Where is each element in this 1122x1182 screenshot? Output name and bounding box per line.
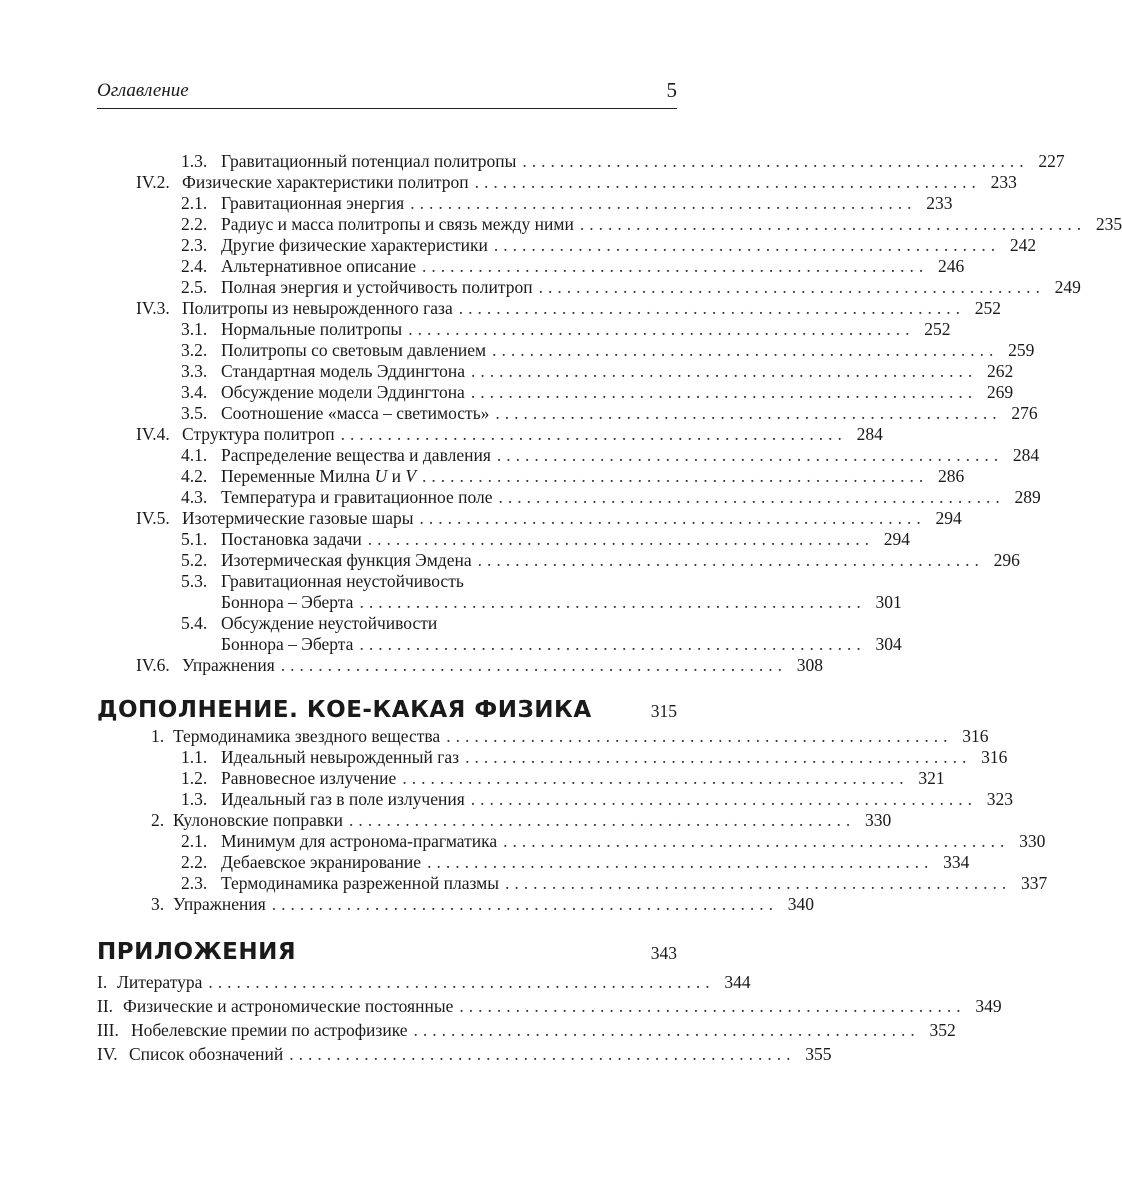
toc-entry[interactable] — [0, 1044, 832, 1065]
toc-section-heading[interactable] — [0, 939, 677, 972]
dot-leader: ...................................................... — [427, 852, 934, 872]
toc-entry[interactable] — [0, 508, 962, 529]
toc-entry-title: Обсуждение неустойчивости — [221, 613, 438, 633]
toc-entry-number: IV.2. — [136, 172, 170, 192]
toc-entry-number: II. — [97, 996, 114, 1016]
toc-entry-page: 340 — [787, 894, 814, 914]
toc-entry-title: Изотермические газовые шары — [182, 508, 414, 528]
dot-leader: ...................................................... — [495, 403, 1002, 423]
toc-entry[interactable] — [0, 894, 814, 915]
toc-entry-number: 3.4. — [181, 382, 208, 402]
toc-entry[interactable] — [0, 789, 1014, 810]
toc-entry-page: 308 — [796, 655, 823, 675]
dot-leader: ...................................................... — [359, 634, 866, 654]
toc-entry-title: Полная энергия и устойчивость политроп — [221, 277, 533, 297]
toc-entry-page: 284 — [856, 424, 883, 444]
toc-entry-number: 3. — [151, 894, 165, 914]
toc-entry-number: 1. — [151, 726, 165, 746]
toc-entry-title: Идеальный газ в поле излучения — [221, 789, 465, 809]
toc-entry-page: 316 — [981, 747, 1008, 767]
dot-leader: ...................................................... — [465, 747, 972, 767]
toc-entry-number: 2.3. — [181, 235, 208, 255]
toc-entry[interactable] — [0, 172, 1017, 193]
toc-entry-title: Боннора – Эберта — [221, 634, 354, 654]
toc-entry-page: 233 — [926, 193, 953, 213]
toc-entry-page: 334 — [943, 852, 970, 872]
toc-entry-page: 355 — [805, 1044, 832, 1064]
toc-entry-number: 5.4. — [181, 613, 208, 633]
dot-leader: ...................................................... — [471, 361, 978, 381]
toc-entry-title: Гравитационная энергия — [221, 193, 405, 213]
toc-entry-page: 262 — [987, 361, 1014, 381]
dot-leader: ...................................................... — [470, 789, 978, 809]
toc-entry-number: 3.5. — [181, 403, 208, 423]
toc-entry[interactable] — [0, 151, 1065, 172]
toc-entry-title: Идеальный невырожденный газ — [221, 747, 460, 767]
toc-entry[interactable] — [0, 996, 1002, 1017]
dot-leader: ...................................................... — [289, 1044, 796, 1064]
toc-entry-page: 330 — [1019, 831, 1046, 851]
dot-leader: ...................................................... — [474, 172, 981, 192]
page-header — [97, 78, 677, 109]
dot-leader: ...................................................... — [498, 487, 1005, 507]
toc-entry-number: 3.3. — [181, 361, 208, 381]
toc-entry[interactable] — [0, 529, 911, 550]
toc-entry[interactable] — [0, 319, 951, 340]
toc-entry[interactable] — [0, 382, 1014, 403]
dot-leader: ...................................................... — [503, 831, 1010, 851]
toc-entry-title: Радиус и масса политропы и связь между ними — [221, 214, 574, 234]
toc-entry[interactable] — [0, 634, 902, 655]
toc-entry-title: Гравитационный потенциал политропы — [221, 151, 517, 171]
toc-entry-number: 2.2. — [181, 852, 208, 872]
dot-leader: ...................................................... — [504, 873, 1012, 893]
dot-leader: ...................................................... — [340, 424, 847, 444]
page-number: 5 — [666, 78, 677, 102]
dot-leader: ...................................................... — [459, 996, 966, 1016]
toc-entry[interactable] — [0, 873, 1048, 894]
toc-entry-page: 315 — [650, 701, 677, 721]
toc-entry-title: Гравитационная неустойчивость — [221, 571, 464, 591]
toc-entry-title: Упражнения — [182, 655, 275, 675]
dot-leader: ...................................................... — [402, 768, 909, 788]
toc-entry[interactable] — [0, 340, 1035, 361]
toc-entry-number: 2.5. — [181, 277, 208, 297]
dot-leader: ...................................................... — [208, 972, 715, 992]
toc-entry[interactable] — [0, 571, 677, 592]
toc-entry-title: Физические и астрономические постоянные — [123, 996, 454, 1016]
dot-leader: ...................................................... — [492, 340, 999, 360]
toc-entry[interactable] — [0, 193, 953, 214]
dot-leader: ...................................................... — [496, 445, 1004, 465]
toc-entry-number: IV. — [97, 1044, 118, 1064]
toc-entry-page: 294 — [883, 529, 911, 549]
toc-entry[interactable] — [0, 403, 1038, 424]
toc-entry-number: 5.3. — [181, 571, 208, 591]
toc-entry-number: 4.3. — [181, 487, 208, 507]
toc-entry-number: 1.2. — [181, 768, 208, 788]
toc-entry-title: Минимум для астронома-прагматика — [221, 831, 498, 851]
dot-leader: ...................................................... — [538, 277, 1045, 297]
toc-entry[interactable] — [0, 972, 751, 993]
dot-leader: ...................................................... — [413, 1020, 920, 1040]
dot-leader: ...................................................... — [493, 235, 1001, 255]
dot-leader: ...................................................... — [410, 193, 917, 213]
dot-leader: ...................................................... — [280, 655, 787, 675]
dot-leader: ...................................................... — [422, 256, 929, 276]
toc-entry-number: IV.3. — [136, 298, 170, 318]
running-head-title: Оглавление — [97, 80, 189, 101]
toc-entry-title: Литература — [117, 972, 203, 992]
toc-entry-title: Упражнения — [173, 894, 266, 914]
toc-entry-title: Соотношение «масса – светимость» — [221, 403, 490, 423]
toc-entry-title: Постановка задачи — [221, 529, 362, 549]
toc-entry-number: IV.5. — [136, 508, 170, 528]
toc-entry-number: 5.1. — [181, 529, 208, 549]
toc-entry[interactable] — [0, 235, 1037, 256]
dot-leader: ...................................................... — [367, 529, 875, 549]
dot-leader: ...................................................... — [470, 382, 978, 402]
toc-entry[interactable] — [0, 768, 945, 789]
toc-entry-page: 294 — [935, 508, 962, 528]
toc-entry-page: 301 — [875, 592, 902, 612]
toc-entry-title: Стандартная модель Эддингтона — [221, 361, 466, 381]
toc-entry[interactable] — [0, 361, 1014, 382]
toc-entry-number: 1.3. — [181, 151, 208, 171]
toc-entry-page: 349 — [975, 996, 1002, 1016]
toc-entry[interactable] — [0, 550, 1020, 571]
toc-entry-page: 284 — [1012, 445, 1040, 465]
toc-entry-title: Список обозначений — [129, 1044, 284, 1064]
toc-entry-number: III. — [97, 1020, 119, 1040]
toc-entry-title: Дебаевское экранирование — [221, 852, 422, 872]
toc-entry[interactable] — [0, 1020, 956, 1041]
toc-entry-title: Кулоновские поправки — [173, 810, 344, 830]
toc-entry-page: 289 — [1014, 487, 1041, 507]
toc-entry-page: 246 — [938, 256, 965, 276]
toc-entry-title: Альтернативное описание — [221, 256, 417, 276]
dot-leader: ...................................................... — [579, 214, 1087, 234]
toc-entry-page: 227 — [1038, 151, 1065, 171]
toc-entry-page: 316 — [962, 726, 989, 746]
toc-entry-page: 352 — [929, 1020, 956, 1040]
toc-entry-number: 2.4. — [181, 256, 208, 276]
toc-entry-page: 344 — [724, 972, 751, 992]
toc-entry-title: Нобелевские премии по астрофизике — [131, 1020, 408, 1040]
toc-entry-title: Переменные Милна U и V — [221, 466, 417, 486]
toc-entry-number: 3.2. — [181, 340, 208, 360]
toc-entry-title: Термодинамика звездного вещества — [173, 726, 441, 746]
toc-entry-number: 2.3. — [181, 873, 208, 893]
toc-entry-number: 2.1. — [181, 193, 208, 213]
toc-entry[interactable] — [0, 831, 1046, 852]
dot-leader: ...................................................... — [419, 508, 926, 528]
toc-entry-page: 286 — [938, 466, 965, 486]
dot-leader: ...................................................... — [458, 298, 965, 318]
toc-entry[interactable] — [0, 592, 902, 613]
toc-entry-page: 337 — [1020, 873, 1048, 893]
toc-entry-title: Термодинамика разреженной плазмы — [221, 873, 499, 893]
toc-entry-page: 276 — [1011, 403, 1038, 423]
toc-entry-number: 2. — [151, 810, 165, 830]
toc-entry[interactable] — [0, 655, 823, 676]
toc-entry-number: 4.1. — [181, 445, 208, 465]
toc-section-title: ПРИЛОЖЕНИЯ — [97, 939, 297, 965]
dot-leader: ...................................................... — [349, 810, 856, 830]
toc-entry-page: 269 — [986, 382, 1014, 402]
toc-entry-page: 233 — [990, 172, 1017, 192]
toc-entry-page: 304 — [875, 634, 902, 654]
toc-entry-page: 343 — [650, 943, 677, 963]
toc-entry-page: 323 — [986, 789, 1014, 809]
toc-entry-number: I. — [97, 972, 108, 992]
dot-leader: ...................................................... — [446, 726, 953, 746]
dot-leader: ...................................................... — [477, 550, 984, 570]
toc-entry-number: 2.2. — [181, 214, 208, 234]
toc-entry[interactable] — [0, 277, 1081, 298]
toc-entry-number: 5.2. — [181, 550, 208, 570]
toc-entry-number: IV.6. — [136, 655, 170, 675]
toc-entry[interactable] — [0, 852, 970, 873]
toc-entry-page: 330 — [865, 810, 892, 830]
toc-entry[interactable] — [0, 747, 1008, 768]
toc-entry[interactable] — [0, 424, 883, 445]
toc-entry-title: Нормальные политропы — [221, 319, 403, 339]
toc-entry-title: Обсуждение модели Эддингтона — [221, 382, 465, 402]
toc-entry-title: Равновесное излучение — [221, 768, 397, 788]
dot-leader: ...................................................... — [422, 466, 929, 486]
toc-entry-title: Политропы из невырожденного газа — [182, 298, 453, 318]
dot-leader: ...................................................... — [271, 894, 778, 914]
toc-entry-title: Другие физические характеристики — [221, 235, 488, 255]
toc-entry[interactable] — [0, 256, 965, 277]
toc-entry-page: 242 — [1009, 235, 1037, 255]
toc-entry-title: Температура и гравитационное поле — [221, 487, 493, 507]
toc-entry-page: 249 — [1054, 277, 1081, 297]
toc-entry[interactable] — [0, 613, 677, 634]
dot-leader: ...................................................... — [359, 592, 866, 612]
dot-leader: ...................................................... — [408, 319, 915, 339]
toc-entry-number: 3.1. — [181, 319, 208, 339]
toc-entry-number: 2.1. — [181, 831, 208, 851]
toc-entry-number: IV.4. — [136, 424, 170, 444]
toc-entry[interactable] — [0, 726, 989, 747]
toc-entry-title: Политропы со световым давлением — [221, 340, 487, 360]
toc-entry[interactable] — [0, 445, 1040, 466]
toc-entry[interactable] — [0, 298, 1001, 319]
toc-entry-number: 1.3. — [181, 789, 208, 809]
toc-entry-title: Структура политроп — [182, 424, 335, 444]
toc-entry[interactable] — [0, 487, 1041, 508]
toc-section-title: ДОПОЛНЕНИЕ. КОЕ-КАКАЯ ФИЗИКА — [97, 697, 592, 723]
toc-entry-title: Боннора – Эберта — [221, 592, 354, 612]
toc-entry-page: 252 — [974, 298, 1001, 318]
toc-entry[interactable] — [0, 810, 892, 831]
toc-entry[interactable] — [0, 214, 1122, 235]
toc-entry-page: 296 — [993, 550, 1020, 570]
toc-entry-page: 259 — [1008, 340, 1035, 360]
toc-entry-number: 1.1. — [181, 747, 208, 767]
toc-entry-title: Физические характеристики политроп — [182, 172, 469, 192]
toc-entry-title: Изотермическая функция Эмдена — [221, 550, 472, 570]
toc-entry-number: 4.2. — [181, 466, 208, 486]
toc-entry-page: 252 — [924, 319, 951, 339]
toc-entry[interactable] — [0, 466, 965, 487]
dot-leader: ...................................................... — [522, 151, 1029, 171]
toc-entry-title: Распределение вещества и давления — [221, 445, 491, 465]
toc-entry-page: 321 — [918, 768, 945, 788]
toc-entry-page: 235 — [1095, 214, 1122, 234]
